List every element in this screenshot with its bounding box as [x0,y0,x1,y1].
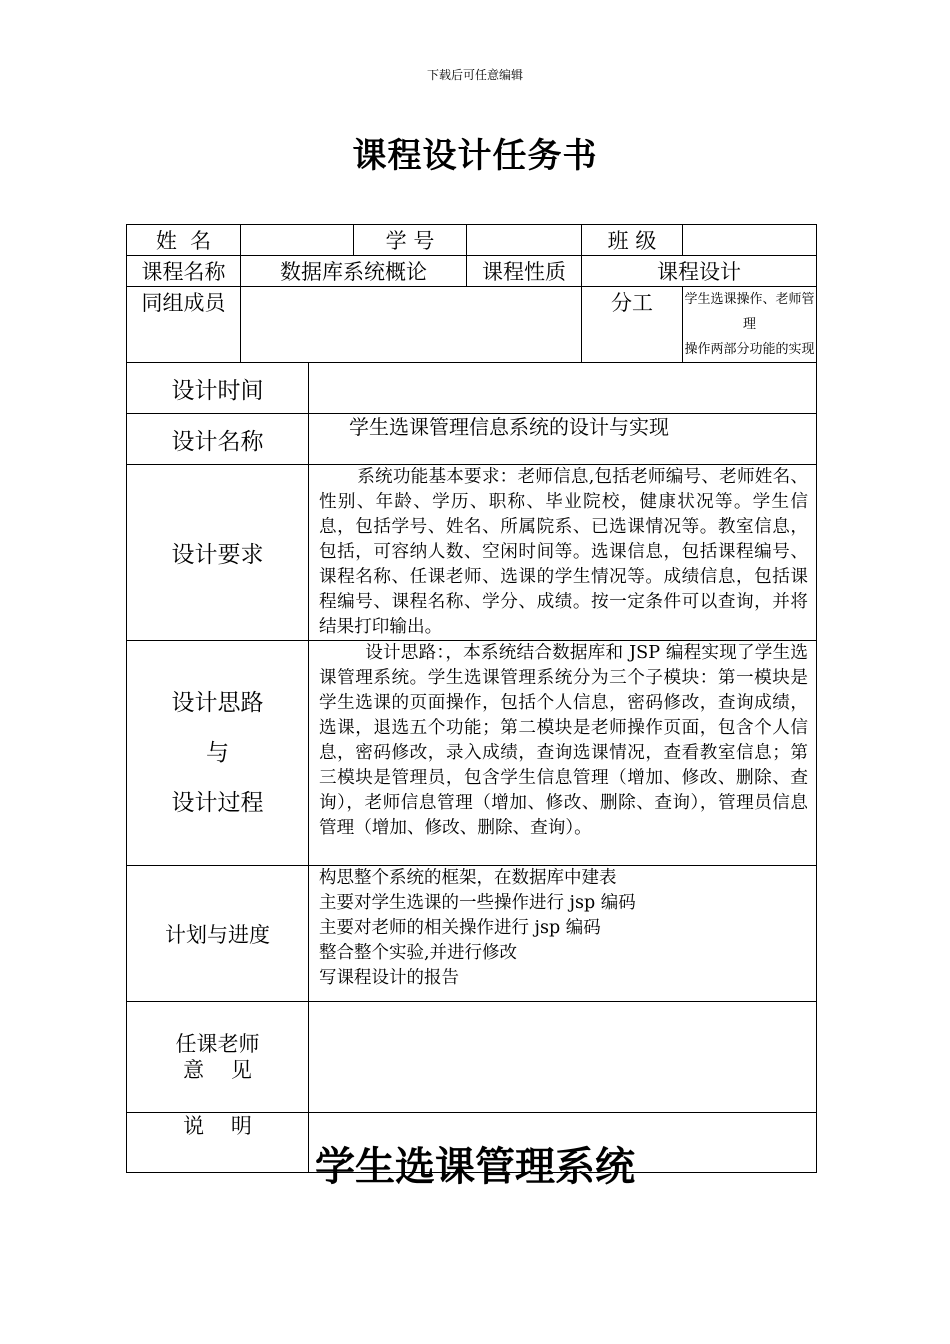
members-value-cell[interactable] [241,287,582,363]
plan-item: 主要对老师的相关操作进行 jsp 编码 [319,918,601,938]
design-requirements-text [309,465,817,641]
name-label: 姓 名 [127,225,241,256]
design-process-paragraph: 设计思路：，本系统结合数据库和 JSP 编程实现了学生选课管理系统。学生选课管理系统分为三个子模块：第一模块是学生选课的页面操作，包括个人信息，密码修改，查询成绩，选课，退选五个功能；第二模块是老师操作页面，包含个人信息，密码修改，录入成绩，查询选课情况，查看教室信息；第三模块是管理员，包含学生信息管理（增加、修改、删除、查询），老师信息管理（增加、修改、删除、查询），管理员信息管理（增加、修改、删除、查询）。 [319,643,808,838]
design-requirements-paragraph: 系统功能基本要求：老师信息,包括老师编号、老师姓名、性别、年龄、学历、职称、毕业院校，健康状况等。学生信息，包括学号、姓名、所属院系、已选课情况等。教室信息，包括，可容纳人数、空闲时间等。选课信息，包括课程编号、课程名称、任课老师、选课的学生情况等。成绩信息，包括课程编号、课程名称、学分、成绩。按一定条件可以查询，并将结果打印输出。 [319,467,808,637]
division-value-line1: 学生选课操作、老师管理 [684,292,815,332]
teacher-opinion-label [127,1002,309,1113]
row-design-time [127,363,817,414]
task-form-table [126,224,817,1173]
teacher-opinion-label-line2: 意 见 [183,1058,252,1082]
row-members [127,287,817,363]
student-id-label: 学 号 [354,225,467,256]
plan-item: 构思整个系统的框架，在数据库中建表 [319,868,617,888]
division-value [683,287,817,363]
design-process-label-line2: 与 [206,740,229,766]
plan-item: 主要对学生选课的一些操作进行 jsp 编码 [319,893,636,913]
members-label: 同组成员 [127,287,241,363]
plan-label: 计划与进度 [127,866,309,1002]
division-label: 分工 [582,287,683,363]
student-id-value-cell[interactable] [467,225,582,256]
course-name-value: 数据库系统概论 [241,256,467,287]
design-requirements-label: 设计要求 [127,465,309,641]
notes-label: 说 明 [127,1113,309,1173]
row-design-process [127,641,817,866]
class-label: 班 级 [582,225,683,256]
plan-item: 写课程设计的报告 [319,968,459,988]
course-nature-value: 课程设计 [582,256,817,287]
course-nature-label: 课程性质 [467,256,582,287]
name-value-cell[interactable] [241,225,354,256]
design-time-label: 设计时间 [127,363,309,414]
teacher-opinion-label-line1: 任课老师 [175,1032,260,1056]
design-name-value: 学生选课管理信息系统的设计与实现 [309,414,817,465]
page-title: 课程设计任务书 [352,136,598,176]
plan-item: 整合整个实验,并进行修改 [319,943,518,963]
row-design-requirements [127,465,817,641]
row-plan [127,866,817,1002]
design-time-value-cell[interactable] [309,363,817,414]
header-note: 下载后可任意编辑 [426,68,523,82]
teacher-opinion-value-cell[interactable] [309,1002,817,1113]
design-process-text [309,641,817,866]
design-name-label: 设计名称 [127,414,309,465]
design-process-label-line3: 设计过程 [171,790,264,816]
division-value-line2: 操作两部分功能的实现 [684,342,815,357]
class-value-cell[interactable] [683,225,817,256]
course-name-label: 课程名称 [127,256,241,287]
row-course [127,256,817,287]
row-teacher-opinion [127,1002,817,1113]
row-name-id-class [127,225,817,256]
bottom-title: 学生选课管理系统 [315,1144,635,1190]
design-process-label-line1: 设计思路 [171,690,264,716]
plan-items [309,866,817,1002]
row-design-name [127,414,817,465]
design-process-label [127,641,309,866]
